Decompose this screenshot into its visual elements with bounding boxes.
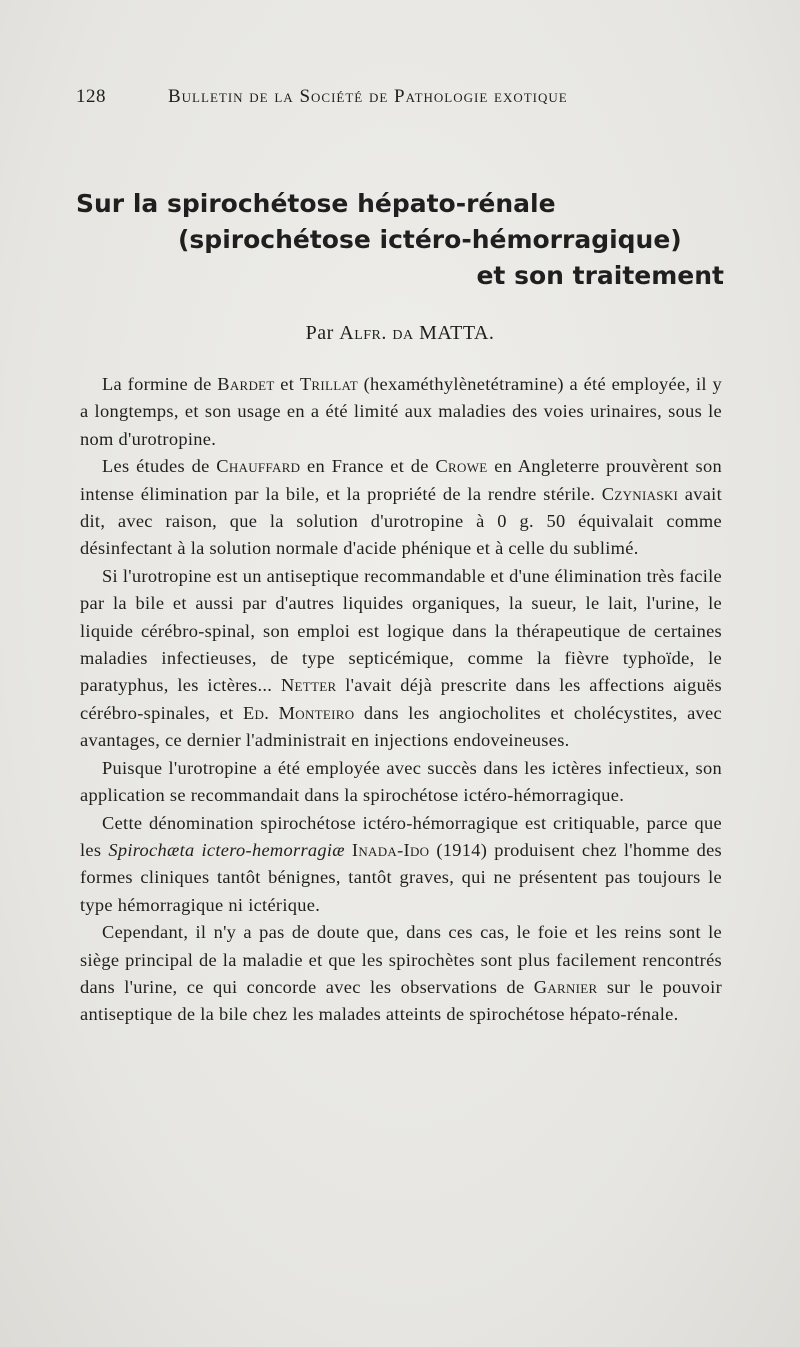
text: Cependant, il n'y a pas de doute que, dans ces cas, le foie et les reins sont le siège principal de la maladie et que les spirochètes sont plus facilement rencontrés dans l'urine, ce qui concorde avec les observations de bbox=[80, 922, 722, 997]
author-last-name: MATTA. bbox=[413, 322, 495, 344]
paragraph-1 bbox=[80, 371, 722, 453]
text: sur le pouvoir antiseptique de la bile chez les malades atteints de spirochétose hépato-rénale. bbox=[80, 976, 722, 1025]
text: (1914) produisent chez l'homme des formes cliniques tantôt bénignes, tantôt graves, qui ne présentent pas toujours le type hémorragique ni ictérique. bbox=[80, 839, 722, 915]
author-name: Garnier bbox=[533, 976, 598, 997]
text: en France et de bbox=[300, 456, 436, 477]
author-name: Bardet bbox=[217, 374, 275, 394]
author-byline bbox=[76, 322, 724, 345]
paragraph-5 bbox=[80, 810, 722, 920]
text bbox=[345, 840, 352, 860]
author-name: Inada-Ido bbox=[351, 839, 430, 860]
text: Si l'urotropine est un antiseptique recommandable et d'une élimination très facile par la bile et aussi par d'autres liquides organiques, la sueur, le lait, l'urine, le liquide cérébro-spinal, son emploi est logique dans la thérapeutique de certaines maladies infectieuses, de type septicémique, comme la fièvre typhoïde, le paratyphus, les ictères... bbox=[80, 565, 722, 696]
author-name: Ed. Monteiro bbox=[243, 702, 355, 723]
text: l'avait déjà prescrite dans les affections aiguës cérébro-spinales, et bbox=[80, 675, 722, 723]
author-name: Crowe bbox=[435, 456, 488, 477]
title-line-2: (spirochétose ictéro-hémorragique) bbox=[178, 225, 682, 254]
species-name: Spirochæta ictero-hemorragiæ bbox=[108, 839, 345, 860]
author-name: Chauffard bbox=[216, 456, 301, 477]
text: Cette dénomination spirochétose ictéro-hémorragique est critiquable, parce que les bbox=[80, 812, 722, 860]
article-title bbox=[76, 186, 724, 294]
byline-prefix: Par bbox=[305, 322, 340, 344]
title-line-3: et son traitement bbox=[476, 261, 724, 290]
running-title: Bulletin de la Société de Pathologie exotique bbox=[168, 86, 568, 107]
text: (hexaméthylènetétramine) a été employée, il y a longtemps, et son usage en a été limité aux maladies des voies urinaires, sous le nom d'urotropine. bbox=[80, 374, 722, 449]
author-first-name: Alfr. da bbox=[339, 322, 414, 344]
title-line-1: Sur la spirochétose hépato-rénale bbox=[76, 189, 556, 218]
text: en Angleterre prouvèrent son intense élimination par la bile, et la propriété de la rendre stérile. bbox=[80, 456, 722, 504]
page-number: 128 bbox=[76, 86, 106, 107]
text: dans les angiocholites et cholécystites, avec avantages, ce dernier l'administrait en injections endoveineuses. bbox=[80, 702, 722, 751]
author-name: Czyniaski bbox=[601, 483, 679, 504]
paragraph-2 bbox=[80, 453, 722, 563]
text: Puisque l'urotropine a été employée avec succès dans les ictères infectieux, son application se recommandait dans la spirochétose ictéro-hémorragique. bbox=[80, 757, 722, 806]
text: Les études de bbox=[102, 456, 217, 477]
paragraph-4 bbox=[80, 755, 722, 810]
article-body bbox=[80, 371, 722, 1029]
running-header bbox=[76, 86, 736, 112]
text: La formine de bbox=[102, 374, 218, 394]
author-name: Netter bbox=[280, 675, 337, 696]
paragraph-6 bbox=[80, 919, 722, 1029]
author-name: Trillat bbox=[299, 374, 358, 394]
paragraph-3 bbox=[80, 563, 722, 755]
text: avait dit, avec raison, que la solution d'urotropine à 0 g. 50 équivalait comme désinfectant à la solution normale d'acide phénique et à celle du sublimé. bbox=[80, 483, 723, 559]
text: et bbox=[274, 374, 300, 394]
